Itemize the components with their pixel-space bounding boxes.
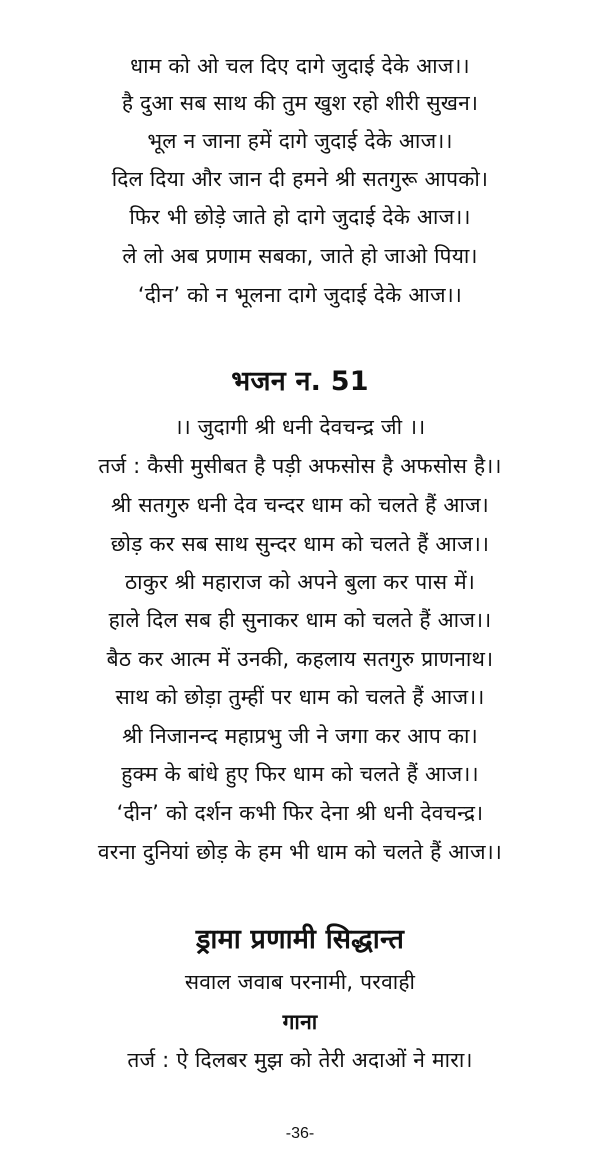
verse-line: भूल न जाना हमें दागे जुदाई देके आज।।: [147, 129, 453, 153]
page-number: -36-: [285, 1125, 315, 1142]
drama-subtitle: सवाल जवाब परनामी, परवाही: [184, 970, 416, 994]
drama-tarz: तर्ज : ऐ दिलबर मुझ को तेरी अदाओं ने मारा।: [127, 1048, 473, 1072]
bhajan-line: हुक्म के बांधे हुए फिर धाम को चलते हैं आज।।: [121, 762, 479, 786]
verse-line: ‘दीन’ को न भूलना दागे जुदाई देके आज।।: [137, 283, 463, 307]
bhajan-title: भजन न. 51: [231, 366, 369, 397]
bhajan-tarz: तर्ज : कैसी मुसीबत है पड़ी अफसोस है अफसोस है।।: [98, 454, 502, 478]
song-label: गाना: [282, 1010, 318, 1034]
verse-line: दिल दिया और जान दी हमने श्री सतगुरू आपको।: [111, 167, 489, 191]
bhajan-line: हाले दिल सब ही सुनाकर धाम को चलते हैं आज।।: [108, 608, 492, 632]
bhajan-line: साथ को छोड़ा तुम्हीं पर धाम को चलते हैं आज।।: [115, 685, 485, 709]
verse-line: ले लो अब प्रणाम सबका, जाते हो जाओ पिया।: [122, 244, 478, 268]
bhajan-line: छोड़ कर सब साथ सुन्दर धाम को चलते हैं आज।।: [110, 532, 490, 556]
bhajan-line: वरना दुनियां छोड़ के हम भी धाम को चलते हैं आज।।: [97, 840, 503, 864]
bhajan-line: ‘दीन’ को दर्शन कभी फिर देना श्री धनी देवचन्द्र।: [116, 801, 484, 825]
bhajan-subtitle: ।। जुदागी श्री धनी देवचन्द्र जी ।।: [174, 415, 426, 439]
bhajan-line: ठाकुर श्री महाराज को अपने बुला कर पास में।: [124, 570, 476, 594]
drama-title: ड्रामा प्रणामी सिद्धान्त: [195, 924, 405, 955]
verse-line: धाम को ओ चल दिए दागे जुदाई देके आज।।: [130, 54, 470, 78]
bhajan-line: श्री सतगुरु धनी देव चन्दर धाम को चलते हैं आज।: [111, 493, 489, 517]
verse-line: है दुआ सब साथ की तुम खुश रहो शीरी सुखन।: [121, 91, 479, 115]
verse-line: फिर भी छोड़े जाते हो दागे जुदाई देके आज।।: [129, 205, 471, 229]
bhajan-line: श्री निजानन्द महाप्रभु जी ने जगा कर आप का।: [122, 724, 478, 748]
bhajan-line: बैठ कर आत्म में उनकी, कहलाय सतगुरु प्राणनाथ।: [106, 647, 494, 671]
